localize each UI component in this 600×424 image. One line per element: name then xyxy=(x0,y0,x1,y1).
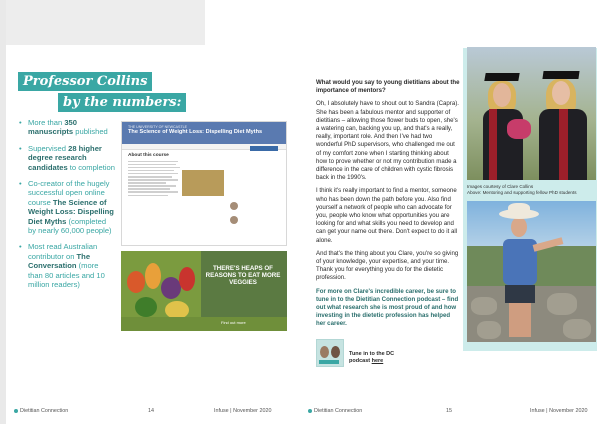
page-edge-shade xyxy=(0,0,6,424)
hiking-photo xyxy=(467,201,596,342)
course-video-thumbnail xyxy=(182,170,224,196)
stat-item: • Supervised 28 higher degree research candidates to completion xyxy=(19,144,115,172)
course-screenshot xyxy=(121,121,287,246)
course-join-button xyxy=(250,146,278,151)
stats-list xyxy=(19,118,115,297)
veggies-footer: Find out more xyxy=(121,317,287,331)
graduation-photo xyxy=(467,47,596,180)
interview-answer: And that's the thing about you Clare, you're so giving of your knowledge, your expertise, and your time. Thank you for everything you do for the dietetic profession. xyxy=(316,249,459,282)
page-number: 14 xyxy=(148,408,154,414)
interview-answer: Oh, I absolutely have to shout out to Sandra (Capra). She has been a fabulous mentor and supporter of dietitians – allowing those flower buds to open, she's a watering can, backing you up, and that's a really, really, important role. And then I've had two wonderful PhD supervisors, who challenged me out of my comfort zone when I starting thinking about how to prove whether or not my contribution made a difference in the care of children with cystic fibrosis back in the 1990's. xyxy=(316,100,459,182)
heading-line-2: by the numbers: xyxy=(58,93,186,112)
brand-logo-icon xyxy=(308,409,312,413)
podcast-promo: For more on Clare's incredible career, be sure to tune in to the Dietitian Connection podcast – find out what research she is most proud of and how investing in the dietetic profession has helped her career. xyxy=(316,287,459,328)
interview-text xyxy=(316,79,460,334)
section-heading xyxy=(18,72,186,112)
veggies-screenshot xyxy=(121,251,287,331)
page-number: 15 xyxy=(446,408,452,414)
podcast-thumbnail[interactable] xyxy=(316,339,344,367)
interview-question: What would you say to young dietitians about the importance of mentors? xyxy=(316,79,460,95)
avatar xyxy=(230,202,238,210)
stat-item: • More than 350 manuscripts published xyxy=(19,118,115,137)
veggies-headline: THERE'S HEAPS OF REASONS TO EAT MORE VEGGIES xyxy=(205,265,281,286)
stat-item: • Most read Australian contributor on The Conversation (more than 80 articles and 10 million readers) xyxy=(19,242,115,289)
magazine-spread: Professor Collins by the numbers: • More than 350 manuscripts published • Supervised 28 higher degree research candidates to completion • Co-creator of the hugely successful open online course The Science of Weight Loss: Dispelling Diet Myths (completed by nearly 60,000 people) • Most read Australian contributor on The Conversation (more than 80 articles and 10 million readers) THE UNIVERSITY OF NEWCASTLE The Science of Weight Loss: Dispelling Diet Myths About this course THERE'S HEAPS OF REASONS TO EAT MORE VEGGIES Find out more Dietitian Connection 14 Infuse | November 2020 What would you say to young dietitians about the importance of mentors? Oh, I absolutely have to shout out to Sandra (Capra). She has been a fabulous mentor and supporter of dietitians – allowing those flower buds to open, she's a watering can, backing you up, and that's a really, really, important role. And then I've had two wonderful PhD supervisors, who challenged me out of my comfort zone when I starting thinking about how to prove whether or not my contribution made a difference in the care of children with cystic fibrosis back in the 1990's. I think it's really important to find a mentor, someone who has been down the path before you. Also find yourself a network of people who can advocate for you, people who know what opportunities you are looking for and what skills you need to develop and can get your name out there. Don't expect to do it all alone. And that's the thing about you Clare, you're so giving of your knowledge, your expertise, and your time. Thank you for everything you do for the dietetic profession. For more on Clare's incredible career, be sure to tune in to the Dietitian Connection podcast – find out what research she is most proud of and how investing in the dietetic profession has helped her career. Tune in to the DC podcast here Images courtesy of Clare Collins Above: Mentoring and supporting fellow PhD students Dietitian Connection 15 Infuse | November 2020 xyxy=(0,0,600,424)
heading-line-1: Professor Collins xyxy=(18,72,152,91)
issue-label: Infuse | November 2020 xyxy=(214,408,272,414)
photo-caption: Images courtesy of Clare Collins Above: Mentoring and supporting fellow PhD students xyxy=(467,184,577,195)
issue-label: Infuse | November 2020 xyxy=(530,408,588,414)
brand-logo-icon xyxy=(14,409,18,413)
right-page xyxy=(300,0,600,424)
gray-corner-block xyxy=(0,0,205,45)
avatar xyxy=(230,216,238,224)
left-page: Professor Collins by the numbers: • More than 350 manuscripts published • Supervised 28 higher degree research candidates to completion • Co-creator of the hugely successful open online course The Science of Weight Loss: Dispelling Diet Myths (completed by nearly 60,000 people) • Most read Australian contributor on The Conversation (more than 80 articles and 10 million readers) THE UNIVERSITY OF NEWCASTLE The Science of Weight Loss: Dispelling Diet Myths About this course THERE'S HEAPS OF REASONS TO EAT MORE VEGGIES Find out more Dietitian Connection 14 Infuse | November 2020 xyxy=(0,0,300,424)
course-educators xyxy=(230,202,280,242)
interview-answer: I think it's really important to find a mentor, someone who has been down the path before you. Also find yourself a network of people who can advocate for you, people who know what opportunities you are looking for and what skills you need to develop and can get your name out there. Don't expect to do it all alone. xyxy=(316,187,458,244)
podcast-callout: Tune in to the DC podcast here xyxy=(349,351,395,364)
course-banner: THE UNIVERSITY OF NEWCASTLE The Science of Weight Loss: Dispelling Diet Myths xyxy=(122,122,286,144)
course-about-title: About this course xyxy=(128,153,169,158)
podcast-link[interactable]: here xyxy=(371,358,384,364)
stat-item: • Co-creator of the hugely successful open online course The Science of Weight Loss: Dispelling Diet Myths (completed by nearly 60,000 people) xyxy=(19,179,115,235)
